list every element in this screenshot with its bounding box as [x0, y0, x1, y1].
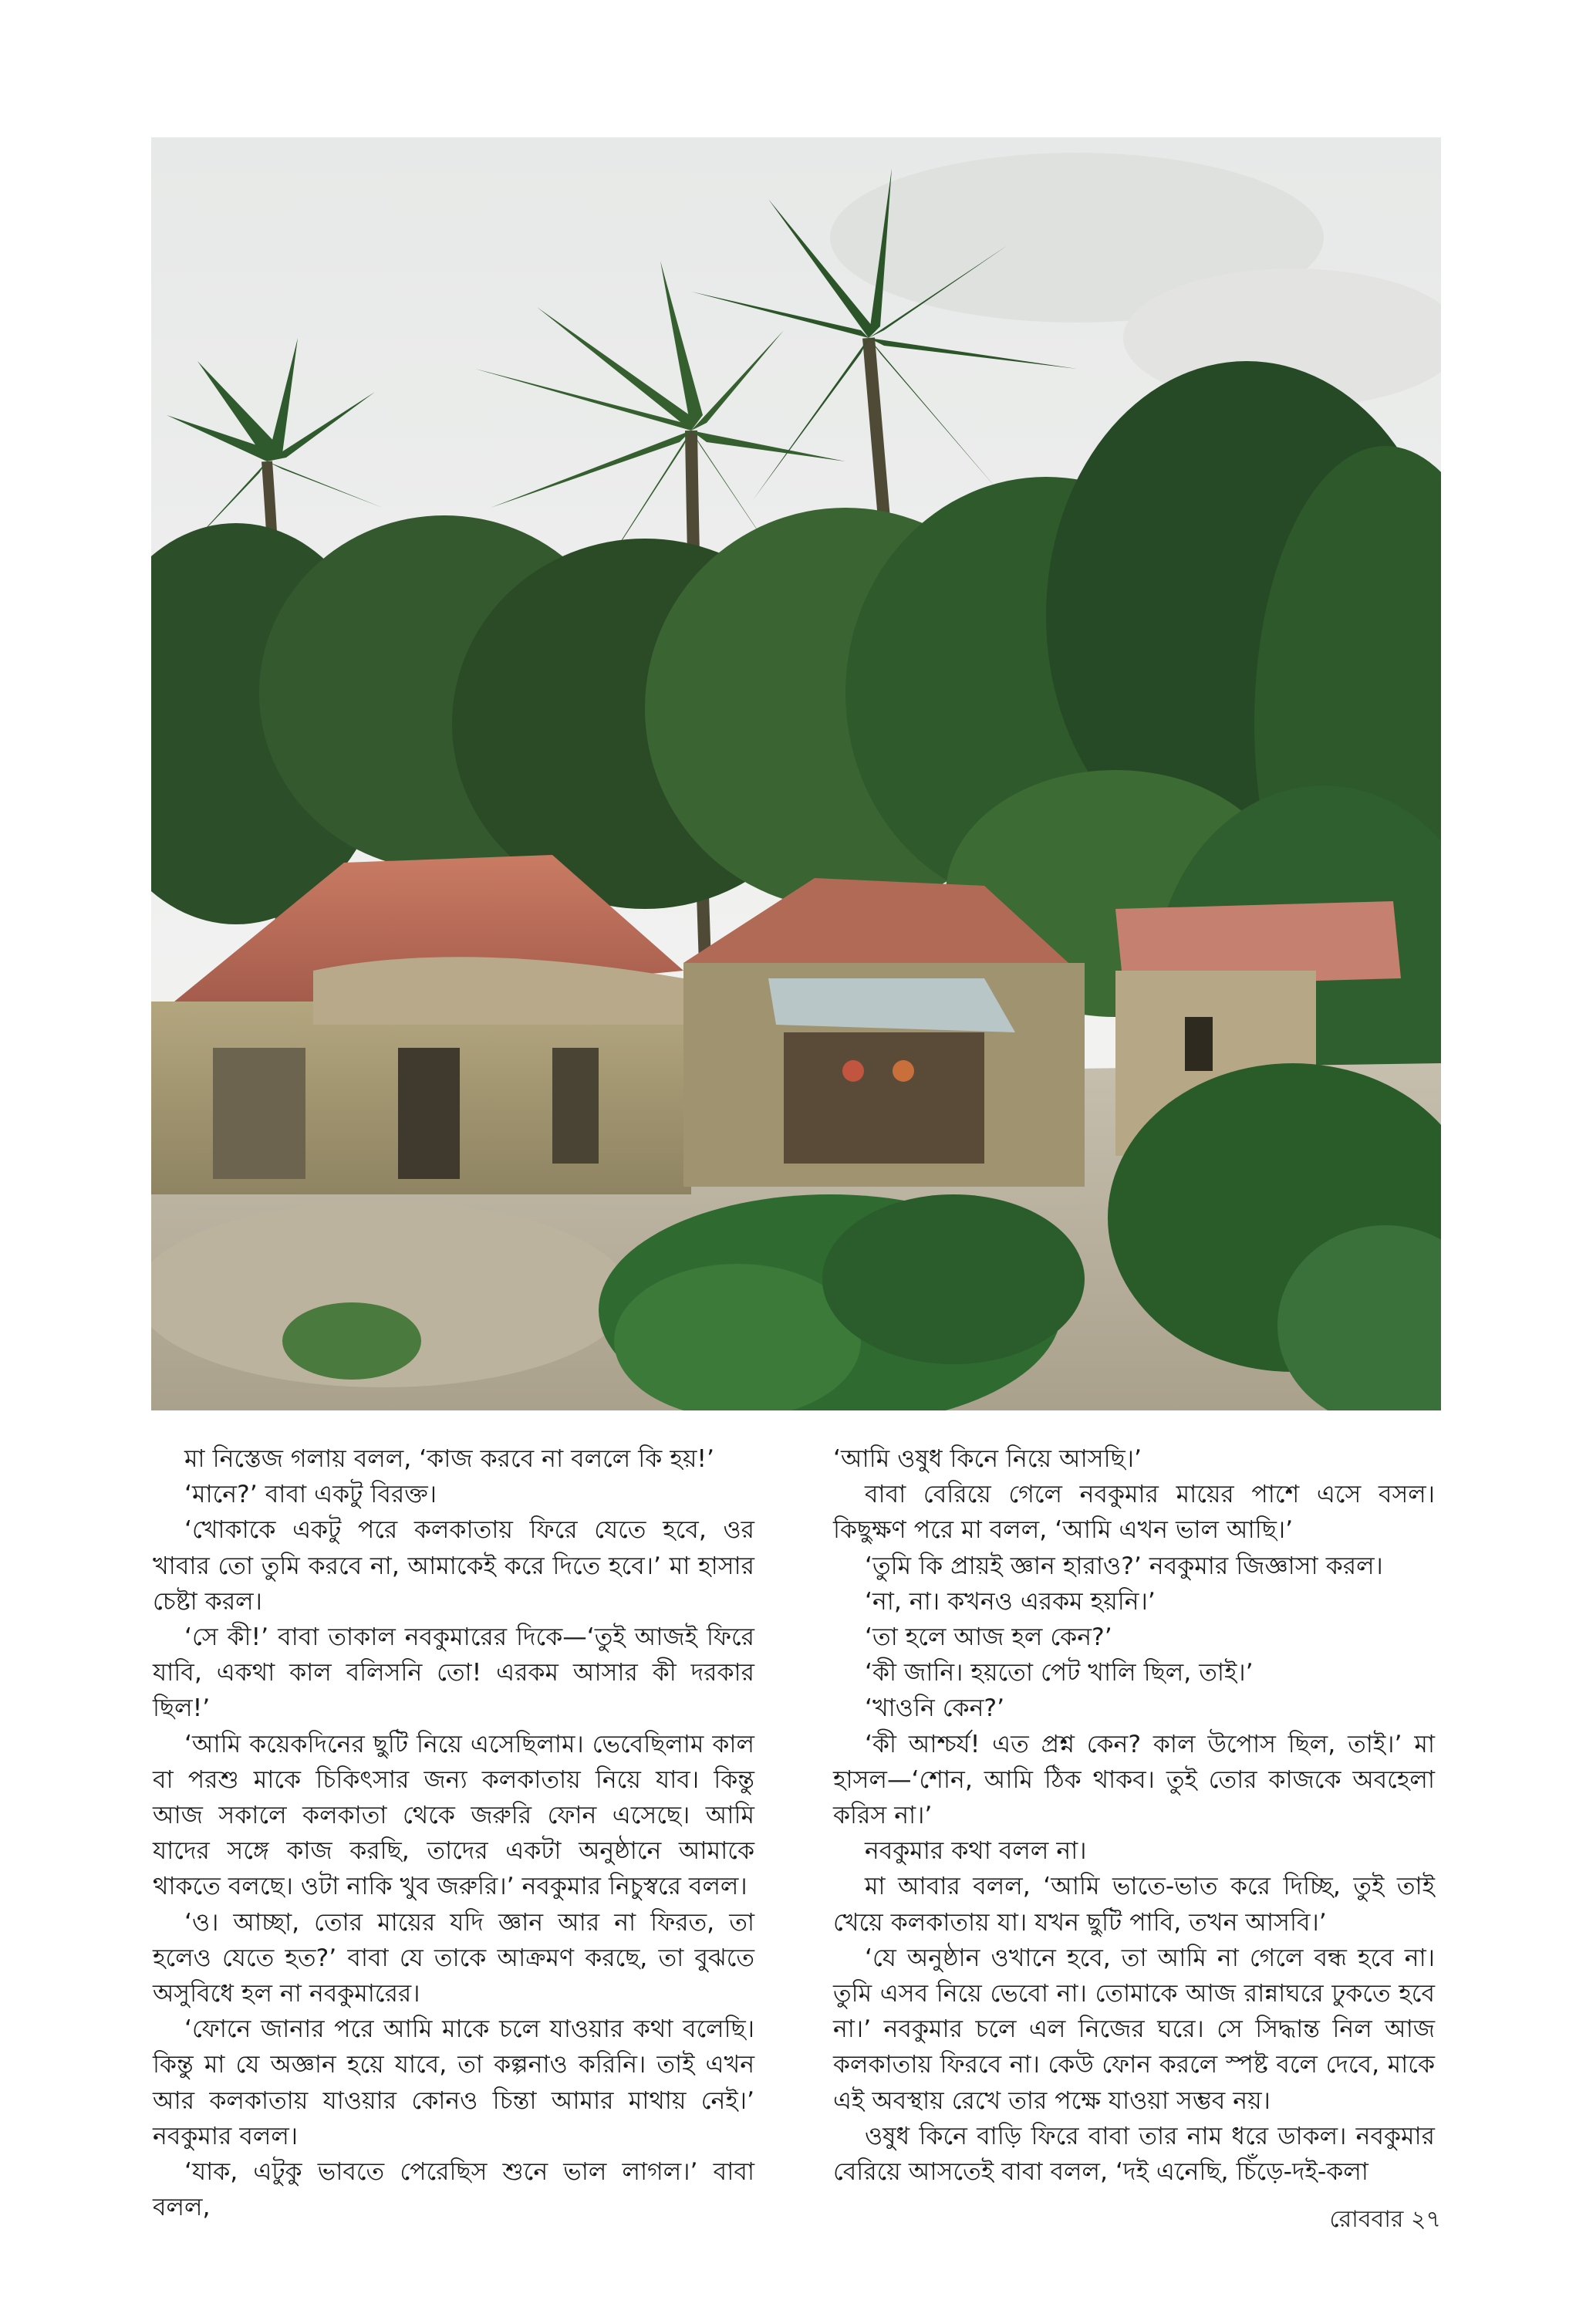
paragraph: বাবা বেরিয়ে গেলে নবকুমার মায়ের পাশে এসে বসল। কিছুক্ষণ পরে মা বলল, ‘আমি এখন ভাল আছি।’ — [833, 1481, 1435, 1545]
paragraph: ‘ফোনে জানার পরে আমি মাকে চলে যাওয়ার কথা বলেছি। কিন্তু মা যে অজ্ঞান হয়ে যাবে, তা কল্পনাও করিনি। তাই এখন আর কলকাতায় যাওয়ার কোনও চিন্তা আমার মাথায় নেই।’ নবকুমার বলল। — [153, 2015, 754, 2150]
paragraph: ‘ও। আচ্ছা, তোর মায়ের যদি জ্ঞান আর না ফিরত, তা হলেও যেতে হত?’ বাবা যে তাকে আক্রমণ করছে, তা বুঝতে অসুবিধে হল না নবকুমারের। — [153, 1908, 754, 2008]
article-right-column — [833, 1441, 1435, 2190]
paragraph-continued: ‘আমি ওষুধ কিনে নিয়ে আসছি।’ — [833, 1445, 1142, 1473]
paragraph: ‘খোকাকে একটু পরে কলকাতায় ফিরে যেতে হবে, ওর খাবার তো তুমি করবে না, আমাকেই করে দিতে হবে।’ মা হাসার চেষ্টা করল। — [153, 1516, 754, 1616]
paragraph: ‘কী জানি। হয়তো পেট খালি ছিল, তাই।’ — [864, 1659, 1254, 1687]
paragraph: ‘মানে?’ বাবা একটু বিরক্ত। — [184, 1481, 437, 1509]
paragraph: ‘আমি কয়েকদিনের ছুটি নিয়ে এসেছিলাম। ভেবেছিলাম কাল বা পরশু মাকে চিকিৎসার জন্য কলকাতায় নিয়ে যাব। কিন্তু আজ সকালে কলকাতা থেকে জরুরি ফোন এসেছে। আমি যাদের সঙ্গে কাজ করছি, তাদের একটা অনুষ্ঠানে আমাকে থাকতে বলছে। ওটা নাকি খুব জরুরি।’ নবকুমার নিচুস্বরে বলল। — [153, 1730, 754, 1901]
page-footer — [1329, 2201, 1441, 2240]
magazine-name: রোববার — [1329, 2206, 1404, 2233]
paragraph: ‘যে অনুষ্ঠান ওখানে হবে, তা আমি না গেলে বন্ধ হবে না। তুমি এসব নিয়ে ভেবো না। তোমাকে আজ রান্নাঘরে ঢুকতে হবে না।’ নবকুমার চলে এল নিজের ঘরে। সে সিদ্ধান্ত নিল আজ কলকাতায় ফিরবে না। কেউ ফোন করলে স্পষ্ট বলে দেবে, মাকে এই অবস্থায় রেখে তার পক্ষে যাওয়া সম্ভব নয়। — [833, 1944, 1435, 2115]
paragraph: ‘তুমি কি প্রায়ই জ্ঞান হারাও?’ নবকুমার জিজ্ঞাসা করল। — [864, 1552, 1383, 1580]
paragraph: নবকুমার কথা বলল না। — [864, 1837, 1087, 1866]
article-left-column — [153, 1441, 754, 2225]
paragraph: ‘যাক, এটুকু ভাবতে পেরেছিস শুনে ভাল লাগল।’ বাবা বলল, — [153, 2158, 754, 2222]
paragraph: ‘খাওনি কেন?’ — [864, 1694, 1005, 1723]
paragraph: ‘না, না। কখনও এরকম হয়নি।’ — [864, 1587, 1156, 1616]
paragraph: মা নিস্তেজ গলায় বলল, ‘কাজ করবে না বললে কি হয়!’ — [184, 1445, 715, 1473]
paragraph: ‘তা হলে আজ হল কেন?’ — [864, 1623, 1112, 1652]
page-number: ২৭ — [1410, 2206, 1441, 2233]
paragraph: ‘কী আশ্চর্য! এত প্রশ্ন কেন? কাল উপোস ছিল, তাই।’ মা হাসল—‘শোন, আমি ঠিক থাকব। তুই তোর কাজকে অবহেলা করিস না।’ — [833, 1730, 1435, 1830]
village-huts-coconut-palms-photo — [151, 137, 1441, 1410]
paragraph: ‘সে কী!’ বাবা তাকাল নবকুমারের দিকে—‘তুই আজই ফিরে যাবি, একথা কাল বলিসনি তো! এরকম আসার কী দরকার ছিল!’ — [153, 1623, 754, 1723]
village-photo — [151, 137, 1441, 1410]
paragraph: ওষুধ কিনে বাড়ি ফিরে বাবা তার নাম ধরে ডাকল। নবকুমার বেরিয়ে আসতেই বাবা বলল, ‘দই এনেছি, চিঁড়ে-দই-কলা — [833, 2122, 1435, 2187]
paragraph: মা আবার বলল, ‘আমি ভাতে-ভাত করে দিচ্ছি, তুই তাই খেয়ে কলকাতায় যা। যখন ছুটি পাবি, তখন আসবি।’ — [833, 1873, 1435, 1937]
